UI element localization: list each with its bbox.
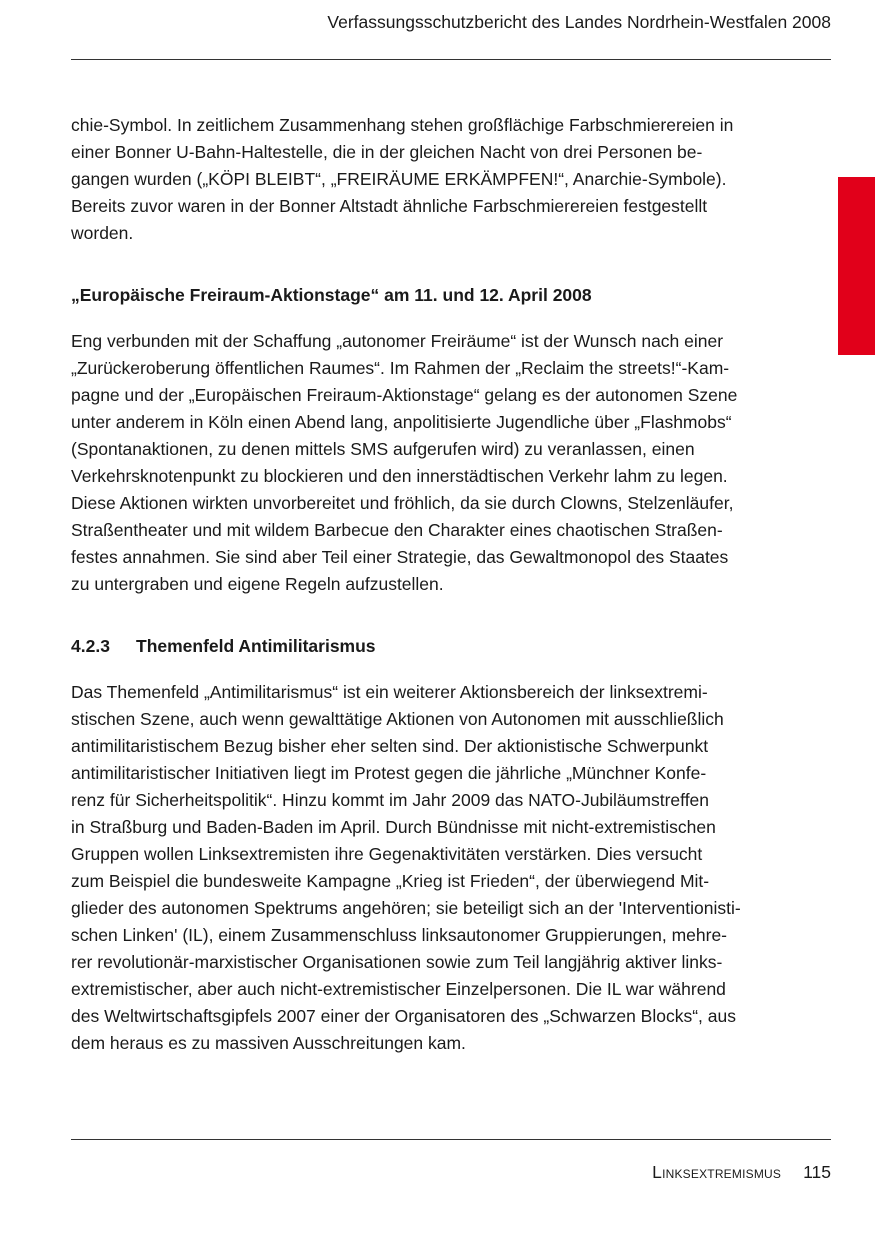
text-line: Verkehrsknotenpunkt zu blockieren und den innerstädtischen Verkehr lahm zu legen. [71, 466, 728, 486]
section-heading-antimilitarismus [71, 636, 376, 657]
text-line: gangen wurden („KÖPI BLEIBT“, „FREIRÄUME ERKÄMPFEN!“, Anarchie-Symbole). [71, 169, 727, 189]
text-line: Straßentheater und mit wildem Barbecue den Charakter eines chaotischen Straßen- [71, 520, 723, 540]
text-line: unter anderem in Köln einen Abend lang, anpolitisierte Jugendliche über „Flashmobs“ [71, 412, 732, 432]
section-number: 4.2.3 [71, 636, 110, 656]
section-heading-freiraum: „Europäische Freiraum-Aktionstage“ am 11. und 12. April 2008 [71, 285, 592, 305]
text-line: pagne und der „Europäischen Freiraum-Aktionstage“ gelang es der autonomen Szene [71, 385, 738, 405]
text-line: zum Beispiel die bundesweite Kampagne „Krieg ist Frieden“, der überwiegend Mit- [71, 871, 710, 891]
text-line: einer Bonner U-Bahn-Haltestelle, die in der gleichen Nacht von drei Personen be- [71, 142, 703, 162]
text-line: chie-Symbol. In zeitlichem Zusammenhang stehen großflächige Farbschmierereien in [71, 115, 734, 135]
header-rule [71, 59, 831, 60]
text-line: antimilitaristischem Bezug bisher eher selten sind. Der aktionistische Schwerpunkt [71, 736, 709, 756]
antimilitarismus-paragraph [71, 679, 741, 1057]
text-line: des Weltwirtschaftsgipfels 2007 einer der Organisatoren des „Schwarzen Blocks“, aus [71, 1006, 736, 1026]
text-line: Gruppen wollen Linksextremisten ihre Gegenaktivitäten verstärken. Dies versucht [71, 844, 703, 864]
text-line: antimilitaristischer Initiativen liegt im Protest gegen die jährliche „Münchner Konfe- [71, 763, 707, 783]
freiraum-paragraph [71, 328, 737, 598]
text-line: Eng verbunden mit der Schaffung „autonomer Freiräume“ ist der Wunsch nach einer [71, 331, 724, 351]
intro-paragraph [71, 112, 733, 247]
text-line: extremistischer, aber auch nicht-extremistischer Einzelpersonen. Die IL war während [71, 979, 726, 999]
text-line: zu untergraben und eigene Regeln aufzustellen. [71, 574, 444, 594]
text-line: rer revolutionär-marxistischer Organisationen sowie zum Teil langjährig aktiver links- [71, 952, 723, 972]
page-header-title: Verfassungsschutzbericht des Landes Nordrhein-Westfalen 2008 [327, 12, 831, 32]
text-line: Diese Aktionen wirkten unvorbereitet und fröhlich, da sie durch Clowns, Stelzenläufer, [71, 493, 734, 513]
text-line: glieder des autonomen Spektrums angehören; sie beteiligt sich an der 'Interventionisti- [71, 898, 741, 918]
text-line: (Spontanaktionen, zu denen mittels SMS aufgerufen wird) zu veranlassen, einen [71, 439, 695, 459]
text-line: festes annahmen. Sie sind aber Teil einer Strategie, das Gewaltmonopol des Staates [71, 547, 729, 567]
section-title: Themenfeld Antimilitarismus [136, 636, 376, 656]
text-line: dem heraus es zu massiven Ausschreitungen kam. [71, 1033, 466, 1053]
text-line: „Zurückeroberung öffentlichen Raumes“. Im Rahmen der „Reclaim the streets!“-Kam- [71, 358, 730, 378]
text-line: stischen Szene, auch wenn gewalttätige Aktionen von Autonomen mit ausschließlich [71, 709, 724, 729]
page-number: 115 [803, 1162, 831, 1182]
text-line: worden. [71, 223, 134, 243]
text-line: Das Themenfeld „Antimilitarismus“ ist ein weiterer Aktionsbereich der linksextremi- [71, 682, 708, 702]
text-line: in Straßburg und Baden-Baden im April. Durch Bündnisse mit nicht-extremistischen [71, 817, 716, 837]
text-line: renz für Sicherheitspolitik“. Hinzu kommt im Jahr 2009 das NATO-Jubiläumstreffen [71, 790, 710, 810]
text-line: schen Linken' (IL), einem Zusammenschluss linksautonomer Gruppierungen, mehre- [71, 925, 728, 945]
footer-rule [71, 1139, 831, 1140]
chapter-side-tab [838, 177, 875, 355]
footer-section-label: Linksextremismus [652, 1162, 782, 1182]
page-footer [652, 1162, 831, 1183]
text-line: Bereits zuvor waren in der Bonner Altstadt ähnliche Farbschmierereien festgestellt [71, 196, 708, 216]
